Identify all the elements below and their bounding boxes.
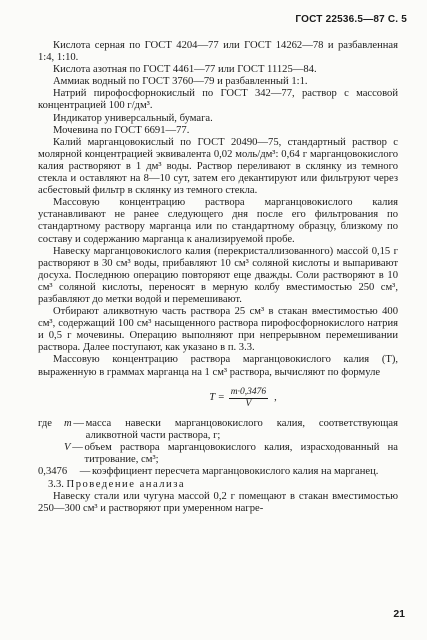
paragraph-aliquot: Отбирают аликвотную часть раствора 25 см³ в стакан вместимостью 400 см³, содержащий 100 см³ насыщенного раствора пирофосфорнокислого натрия и 0,5 г мочевины. Операцию выполняют при непрерывном перемешивании раствора. Далее поступают, как указано в п. 3.3. [38,306,398,354]
page-header: ГОСТ 22536.5—87 С. 5 [295,14,407,25]
section-number: 3.3. [48,479,64,491]
formula-numerator: m·0,3476 [230,386,267,397]
formula-lhs: T = [209,392,225,404]
page-number: 21 [393,608,405,620]
paragraph-permanganate: Калий марганцовокислый по ГОСТ 20490—75, стандартный раствор с молярной концентрацией эквивалента 0,02 моль/дм³: 0,64 г марганцовокислого калия растворяют в 1 дм³ воды. Раствор переливают в склянку из темного стекла и оставляют на 8—10 сут, затем его декантируют или фильтруют через асбестовый фильтр в склянку из темного стекла. [38,136,398,197]
paragraph-sulfuric-acid: Кислота серная по ГОСТ 4204—77 или ГОСТ 14262—78 и разбавленная 1:4, 1:10. [38,40,398,64]
definition-symbol: m [64,417,72,429]
paragraph-mass-concentration: Массовую концентрацию раствора марганцовокислого калия (T), выраженную в граммах марганца на 1 см³ раствора, вычисляют по формуле [38,354,398,378]
definition-row [38,466,398,478]
formula [88,387,398,410]
document-body [38,40,398,515]
definition-dash: — [73,417,84,429]
definition-row [38,442,398,466]
paragraph-urea: Мочевина по ГОСТ 6691—77. [53,124,190,136]
definition-lead: где [38,417,52,429]
definition-text: объем раствора марганцовокислого калия, израсходованный на титрование, см³; [84,441,398,465]
definition-text: коэффициент пересчета марганцовокислого калия на марганец. [92,466,379,477]
definition-row [38,418,398,442]
paragraph-ammonia: Аммиак водный по ГОСТ 3760—79 и разбавленный 1:1. [53,76,308,88]
formula-fraction [229,387,268,410]
paragraph-sodium-pyrophosphate: Натрий пирофосфорнокислый по ГОСТ 342—77, раствор с массовой концентрацией 100 г/дм³. [38,88,398,112]
definition-text: масса навески марганцовокислого калия, соответствующая аликвотной части раствора, г; [85,417,398,441]
paragraph-nitric-acid: Кислота азотная по ГОСТ 4461—77 или ГОСТ 11125—84. [53,64,317,76]
section-heading [38,479,398,491]
definition-symbol: 0,3476 [38,466,68,477]
definition-dash: — [72,441,83,453]
formula-denominator: V [245,398,252,409]
paragraph-indicator: Индикатор универсальный, бумага. [53,112,213,124]
section-title: Проведение анализа [66,479,186,491]
definition-dash: — [79,466,91,477]
paragraph-concentration-setting: Массовую концентрацию раствора марганцовокислого калия устанавливают не ранее следующего дня после его фильтрования по стандартному раствору марганца или по стандартному образцу, близкому по составу и содержанию марганца к анализируемой пробе. [38,197,398,245]
definition-symbol: V [64,441,71,453]
paragraph-weighed-portion: Навеску марганцовокислого калия (перекристаллизованного) массой 0,15 г растворяют в 30 см³ воды, прибавляют 10 см³ соляной кислоты и выпаривают досуха. Последнюю операцию повторяют еще дважды. Соли растворяют в 10 см³ соляной кислоты, переносят в мерную колбу вместимостью 250 см³, разбавляют до метки водой и перемешивают. [38,245,398,305]
paragraph-procedure: Навеску стали или чугуна массой 0,2 г помещают в стакан вместимостью 250—300 см³ и растворяют при умеренном нагре- [38,491,398,515]
formula-tail: , [274,392,277,404]
